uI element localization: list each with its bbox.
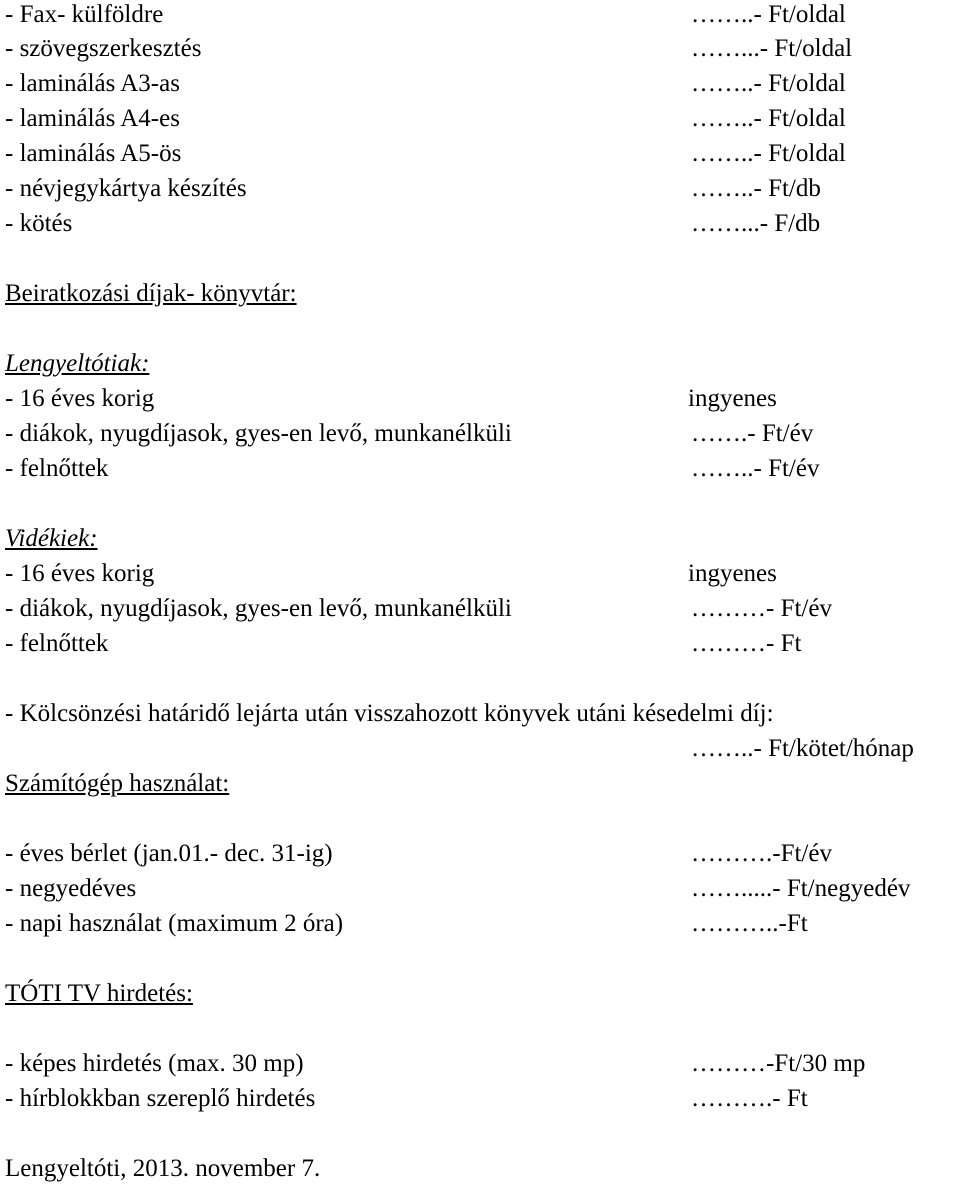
service-label: - szövegszerkesztés [5,35,202,62]
computer-row-quarterly [5,871,960,906]
footer [5,1151,960,1186]
fee-label: - diákok, nyugdíjasok, gyes-en levő, munkanélküli [5,595,512,622]
fee-label: - 16 éves korig [5,560,155,587]
fee-label: - diákok, nyugdíjasok, gyes-en levő, munkanélküli [5,420,512,447]
service-price: ……...- Ft/oldal [691,35,853,62]
service-row-text-editing [5,31,960,66]
service-row-business-card [5,171,960,206]
late-fee-price-row [5,731,960,766]
computer-section [5,766,960,801]
rural-row-students [5,591,960,626]
computer-row-daily [5,906,960,941]
local-row-adults [5,451,960,486]
service-price: ……..- Ft/db [691,175,821,202]
late-fee-row [5,696,960,731]
computer-label: - napi használat (maximum 2 óra) [5,910,344,937]
local-row-students [5,416,960,451]
place-date: Lengyeltóti, 2013. november 7. [5,1155,321,1182]
service-label: - Fax- külföldre [5,1,164,28]
fee-price: …….- Ft/év [691,420,814,447]
fee-price: ……..- Ft/év [691,455,820,482]
tv-price: ……….- Ft [691,1085,808,1112]
tv-price: ………-Ft/30 mp [691,1050,866,1077]
local-heading: Lengyeltótiak: [5,350,150,377]
tv-section [5,976,960,1011]
service-row-lamination-a4 [5,101,960,136]
computer-price: ………..-Ft [691,910,808,937]
fee-price: ………- Ft/év [691,595,832,622]
local-section [5,346,960,381]
service-label: - laminálás A5-ös [5,140,182,167]
computer-row-yearly [5,836,960,871]
computer-label: - negyedéves [5,875,137,902]
enrollment-section [5,276,960,311]
service-price: ……...- F/db [691,210,821,237]
tv-row-news-block-ad [5,1081,960,1116]
service-label: - névjegykártya készítés [5,175,247,202]
computer-heading: Számítógép használat: [5,770,230,797]
tv-heading: TÓTI TV hirdetés: [5,980,193,1007]
service-label: - kötés [5,210,73,237]
computer-price: ……….-Ft/év [691,840,832,867]
service-label: - laminálás A4-es [5,105,180,132]
service-price: ……..- Ft/oldal [691,70,846,97]
late-fee-label: - Kölcsönzési határidő lejárta után visszahozott könyvek utáni késedelmi díj: [5,700,774,727]
rural-row-under16 [5,556,960,591]
service-row-fax [5,0,960,32]
fee-label: - 16 éves korig [5,385,155,412]
service-label: - laminálás A3-as [5,70,180,97]
tv-label: - képes hirdetés (max. 30 mp) [5,1050,304,1077]
rural-row-adults [5,626,960,661]
service-row-binding [5,206,960,241]
fee-price: ………- Ft [691,630,802,657]
service-price: ……..- Ft/oldal [691,140,846,167]
fee-price: ingyenes [688,385,777,412]
service-row-lamination-a3 [5,66,960,101]
computer-price: …….....- Ft/negyedév [691,875,911,902]
rural-heading: Vidékiek: [5,525,98,552]
fee-price: ingyenes [688,560,777,587]
fee-label: - felnőttek [5,630,109,657]
service-price: ……..- Ft/oldal [691,105,846,132]
tv-row-picture-ad [5,1046,960,1081]
service-row-lamination-a5 [5,136,960,171]
tv-label: - hírblokkban szereplő hirdetés [5,1085,316,1112]
service-price: ……..- Ft/oldal [691,1,846,28]
late-fee-price: ……..- Ft/kötet/hónap [691,735,914,762]
rural-section [5,521,960,556]
local-row-under16 [5,381,960,416]
computer-label: - éves bérlet (jan.01.- dec. 31-ig) [5,840,333,867]
fee-label: - felnőttek [5,455,109,482]
enrollment-heading: Beiratkozási díjak- könyvtár: [5,280,297,307]
